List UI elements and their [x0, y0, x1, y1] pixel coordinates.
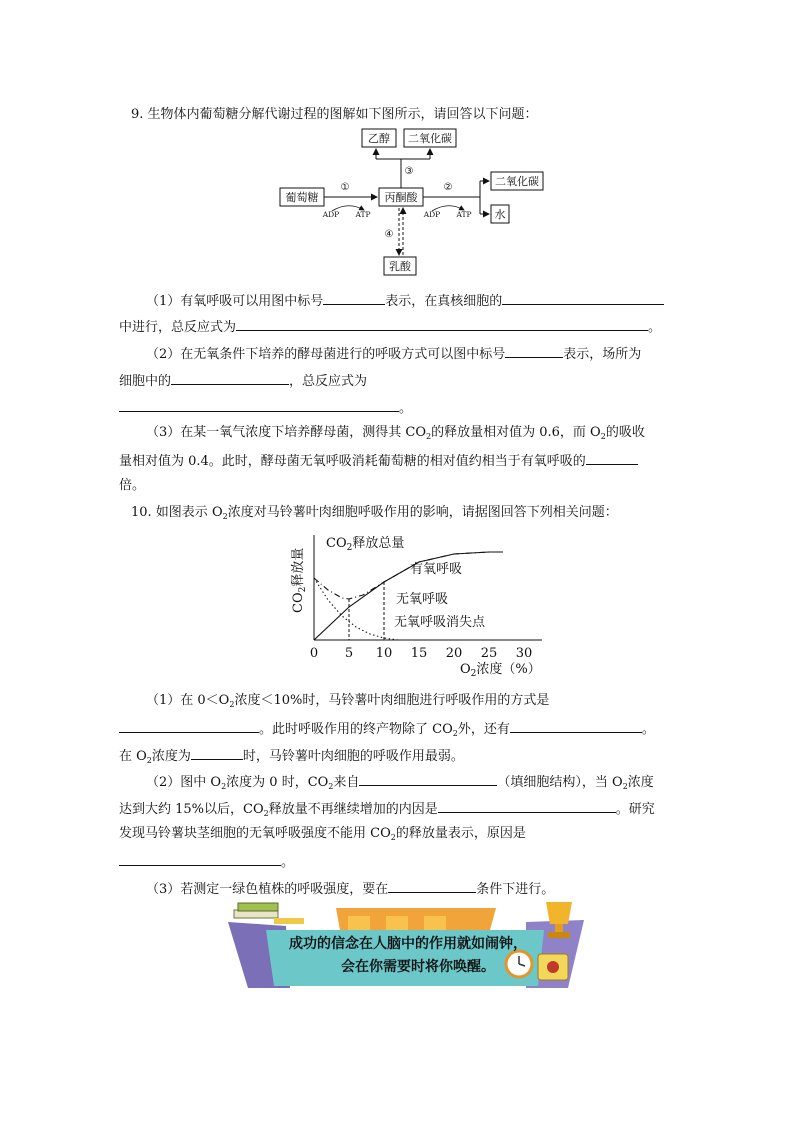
answer-blank[interactable] — [119, 399, 399, 412]
glucose-label: 葡萄糖 — [285, 191, 319, 204]
x-tick-label: 0 — [309, 646, 319, 661]
series-label-anaerobic: 无氧呼吸 — [396, 592, 449, 607]
q9-p2-line2: 细胞中的 ，总反应式为 — [119, 374, 368, 389]
motto-banner — [226, 900, 586, 990]
y-axis-label: $CO_2$释放量 — [291, 547, 308, 613]
q9-p1-line2: 中进行，总反应式为 。 — [119, 320, 662, 335]
step2-label: ② — [443, 182, 453, 193]
o2-respiration-chart — [284, 527, 554, 682]
radio-icon — [538, 954, 568, 980]
q10-p2-line1: （2）图中 $O_2$浓度为 0 时，$CO_2$来自 （填细胞结构），当 $O_2$浓度 — [146, 775, 654, 791]
lactic-acid-label: 乳酸 — [389, 260, 411, 273]
svg-text:ATP: ATP — [355, 210, 371, 219]
answer-blank[interactable] — [505, 345, 563, 358]
answer-blank[interactable] — [119, 720, 259, 733]
svg-text:ADP: ADP — [423, 210, 441, 219]
x-tick-label: 15 — [410, 646, 428, 661]
co2-top-label: 二氧化碳 — [408, 132, 452, 145]
step4-label: ④ — [384, 229, 394, 240]
q10-p3-line1: （3）若测定一绿色植株的呼吸强度，要在 条件下进行。 — [146, 882, 555, 897]
x-tick-label: 25 — [480, 646, 498, 661]
q9-p3-line2: 量相对值为 0.4。此时，酵母菌无氧呼吸消耗葡萄糖的相对值约相当于有氧呼吸的 — [119, 452, 638, 470]
svg-text:ADP: ADP — [322, 210, 340, 219]
ethanol-label: 乙醇 — [368, 132, 390, 145]
step1-label: ① — [340, 182, 350, 193]
answer-blank[interactable] — [359, 773, 497, 786]
answer-blank[interactable] — [119, 853, 281, 866]
q9-p1-line1: （1）有氧呼吸可以用图中标号 表示，在真核细胞的 — [146, 292, 664, 310]
x-axis-label: $O_2$浓度（%） — [460, 662, 541, 679]
q10-p2-line3: 发现马铃薯块茎细胞的无氧呼吸强度不能用 $CO_2$的释放量表示，原因是 — [119, 826, 526, 842]
annotation-label: 无氧呼吸消失点 — [394, 615, 486, 630]
step3-label: ③ — [404, 166, 414, 177]
q9-stem: 9. 生物体内葡萄糖分解代谢过程的图解如下图所示，请回答以下问题： — [131, 107, 538, 122]
answer-blank[interactable] — [191, 747, 243, 760]
trophy-icon — [546, 902, 572, 938]
alarm-clock-icon — [506, 951, 532, 977]
svg-text:ATP: ATP — [456, 210, 472, 219]
answer-blank[interactable] — [438, 800, 616, 813]
series-line-2 — [314, 578, 398, 640]
metabolism-diagram — [270, 124, 560, 280]
q9-p3-line3: 倍。 — [119, 478, 146, 493]
x-tick-label: 5 — [344, 646, 354, 661]
q10-p1-line3: 在 $O_2$浓度为 时，马铃薯叶肉细胞的呼吸作用最弱。 — [119, 749, 464, 765]
answer-blank[interactable] — [586, 452, 638, 465]
x-tick-label: 10 — [375, 646, 393, 661]
series-label-total: $CO_2$释放总量 — [326, 536, 405, 553]
motto-line1: 成功的信念在人脑中的作用就如闹钟， — [289, 936, 527, 952]
q9-p2-line1: （2）在无氧条件下培养的酵母菌进行的呼吸方式可以图中标号 表示，场所为 — [146, 347, 642, 362]
pyruvate-label: 丙酮酸 — [384, 191, 418, 204]
answer-blank[interactable] — [236, 318, 648, 331]
answer-blank[interactable] — [502, 292, 664, 305]
co2-right-label: 二氧化碳 — [495, 175, 539, 188]
q10-p1-line2: 。此时呼吸作用的终产物除了 $CO_2$外，还有 。 — [119, 720, 655, 739]
q10-stem: 10. 如图表示 $O_2$浓度对马铃薯叶肉细胞呼吸作用的影响，请据图回答下列相关问题： — [131, 505, 618, 521]
water-label: 水 — [494, 208, 506, 221]
answer-blank[interactable] — [388, 880, 476, 893]
q9-p3-line1: （3）在某一氧气浓度下培养酵母菌，测得其 $CO_2$的释放量相对值为 0.6，而 $O_2$的吸收 — [146, 425, 645, 441]
x-tick-label: 20 — [445, 646, 463, 661]
q10-p2-line4: 。 — [119, 853, 294, 871]
x-tick-label: 30 — [515, 646, 533, 661]
series-label-aerobic: 有氧呼吸 — [410, 562, 463, 577]
q9-p2-line3: 。 — [119, 399, 412, 417]
answer-blank[interactable] — [171, 372, 289, 385]
q10-p1-line1: （1）在 $0<O_2$浓度＜10%时，马铃薯叶肉细胞进行呼吸作用的方式是 — [146, 693, 550, 709]
answer-blank[interactable] — [323, 292, 385, 305]
q10-p2-line2: 达到大约 15%以后，$CO_2$释放量不再继续增加的内因是 。研究 — [119, 802, 655, 818]
books-icon — [234, 903, 304, 924]
motto-line2: 会在你需要时将你唤醒。 — [341, 959, 495, 975]
answer-blank[interactable] — [510, 720, 642, 733]
